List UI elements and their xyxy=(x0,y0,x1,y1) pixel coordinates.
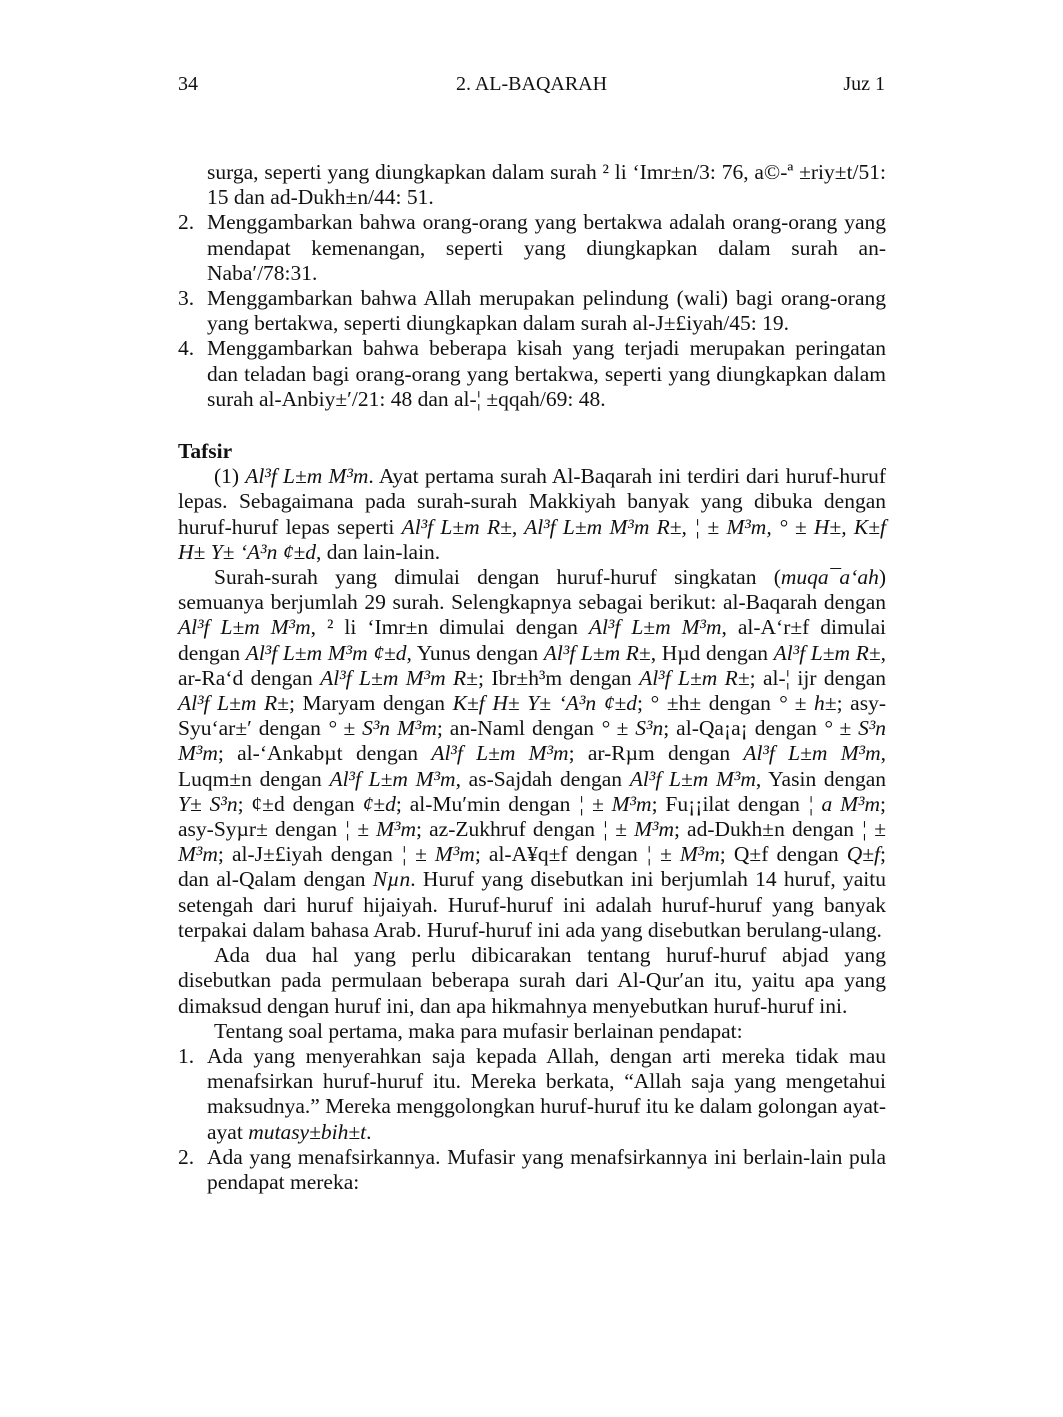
text-run: , dan lain-lain. xyxy=(316,539,441,564)
transliteration: ¦ ± M³m xyxy=(400,842,475,867)
chapter-title: 2. AL-BAQARAH xyxy=(455,73,608,95)
transliteration: Al³f L±m M³m xyxy=(178,615,311,640)
list-item xyxy=(178,336,886,412)
transliteration: Al³f L±m M³m xyxy=(588,615,722,640)
tafsir-paragraph-3: Ada dua hal yang perlu dibicarakan tentang huruf-huruf abjad yang disebutkan pada permulaan beberapa surah dari Al-Qur′an itu, yaitu apa yang dimaksud dengan huruf ini, dan apa hikmahnya menyebutkan huruf-huruf ini. xyxy=(178,943,886,1018)
text-run: , ² li ‘Imr±n dimulai dengan xyxy=(310,615,589,640)
text-run: , Yasin dengan xyxy=(755,766,886,791)
transliteration: Al³f L±m R±, Al³f L±m M³m R±, ¦ ± M³m, ° ± H±, K±f H± Y± ‘A³n ¢±d xyxy=(178,514,886,564)
text-run: ; al-J±£iyah dengan xyxy=(217,842,401,867)
text-run: (1) xyxy=(214,464,246,489)
list-continuation: surga, seperti yang diungkapkan dalam surah ² li ‘Imr±n/3: 76, a©-ª ±riy±t/51: 15 dan ad-Dukh±n/44: 51. xyxy=(207,160,886,210)
text-run: Surah-surah yang dimulai dengan huruf-huruf singkatan ( xyxy=(214,565,781,590)
text-run: ; al-‘Ankabµt dengan xyxy=(217,741,432,766)
transliteration: ° ± S³n M³m xyxy=(327,716,437,741)
text-run: ; Ibr±h³m dengan xyxy=(477,665,640,690)
text-run: ; ar-Rµm dengan xyxy=(568,741,744,766)
transliteration: Al³f L±m R± xyxy=(639,665,750,690)
transliteration: ° ± S³n xyxy=(601,716,664,741)
juz-label: Juz 1 xyxy=(843,73,885,95)
page-body xyxy=(178,160,886,1195)
list-item xyxy=(178,1044,886,1145)
transliteration: ¦ ± M³m xyxy=(178,817,886,867)
transliteration: Al³f L±m R± xyxy=(178,691,289,716)
transliteration: Q±f xyxy=(846,842,881,867)
transliteration: Al³f L±m M³m xyxy=(743,741,881,766)
transliteration: Al³f L±m M³m xyxy=(245,464,369,489)
transliteration: ¦ ± M³m xyxy=(578,791,652,816)
text-run: ; al-A¥q±f dengan xyxy=(474,842,646,867)
text-run: ; az-Zukhruf dengan xyxy=(416,817,603,842)
text-run: ; Maryam dengan xyxy=(288,691,453,716)
transliteration: ° ± h± xyxy=(778,691,837,716)
text-run: ; asy-Syµr± dengan xyxy=(178,791,887,842)
text-run: ; ad-Dukh±n dengan xyxy=(673,817,862,842)
text-run: , Hµd dengan xyxy=(650,640,774,665)
transliteration: Al³f L±m R± xyxy=(773,640,881,665)
text-run: , Luqm±n dengan xyxy=(178,741,886,791)
text-run: ; al-Qa¡a¡ dengan xyxy=(663,716,824,741)
list-item-number: 1. xyxy=(178,1043,195,1068)
transliteration: Al³f L±m M³m ¢±d xyxy=(245,640,407,665)
text-run: , ar-Ra‘d dengan xyxy=(178,640,886,690)
list-item-number: 2. xyxy=(178,1144,195,1169)
transliteration: Al³f L±m M³m xyxy=(431,741,569,766)
transliteration: ¦ a M³m xyxy=(807,791,881,816)
text-run: ) semuanya berjumlah 29 surah. Selengkapnya sebagai berikut: al-Baqarah dengan xyxy=(178,565,886,615)
text-run: . xyxy=(366,1119,372,1144)
transliteration: ¦ ± M³m xyxy=(645,842,720,867)
transliteration: Al³f L±m M³m R± xyxy=(320,665,478,690)
text-run: , al-A‘r±f dimulai dengan xyxy=(178,615,886,665)
text-run: ; an-Naml dengan xyxy=(436,716,602,741)
transliteration: muqa¯a‘ah xyxy=(780,565,879,590)
list-item-text: Ada yang menafsirkannya. Mufasir yang menafsirkannya ini berlain-lain pula pendapat mereka: xyxy=(207,1144,886,1194)
text-run: ; Q±f dengan xyxy=(719,842,847,867)
list-item-text: Menggambarkan bahwa Allah merupakan pelindung (wali) bagi orang-orang yang bertakwa, seperti diungkapkan dalam surah al-J±£iyah/45: 19. xyxy=(207,286,886,336)
text-run: , as-Sajdah dengan xyxy=(455,766,630,791)
list-item xyxy=(178,286,886,336)
text-run: ; ¢±d dengan xyxy=(237,791,363,816)
text-run: ; dan al-Qalam dengan xyxy=(178,842,887,892)
intro-list xyxy=(178,160,886,412)
list-item xyxy=(178,210,886,286)
transliteration: Al³f L±m M³m xyxy=(629,766,756,791)
text-run: ; al-Mu′min dengan xyxy=(395,791,579,816)
list-item-number: 4. xyxy=(178,336,195,361)
list-item-number: 3. xyxy=(178,286,195,311)
transliteration: K±f H± Y± ‘A³n ¢±d xyxy=(452,691,638,716)
transliteration: ¦ ± M³m xyxy=(602,817,674,842)
text-run: ; asy-Syu‘ar±′ dengan xyxy=(178,691,887,741)
list-item-text: Menggambarkan bahwa beberapa kisah yang terjadi merupakan peringatan dan teladan bagi orang-orang yang bertakwa, seperti yang diungkapkan dalam surah al-Anbiy±′/21: 48 dan al-¦ ±qqah/69: 48. xyxy=(207,336,886,411)
transliteration: ¢±d xyxy=(362,791,396,816)
transliteration: ¦ ± M³m xyxy=(344,817,417,842)
opinion-list xyxy=(178,1044,886,1195)
transliteration: Y± S³n xyxy=(178,791,238,816)
transliteration: ° ± S³n M³m xyxy=(178,716,887,766)
list-item xyxy=(178,1145,886,1195)
transliteration: Nµn xyxy=(372,867,411,892)
text-run: ; ° ±h± dengan xyxy=(637,691,779,716)
section-heading: Tafsir xyxy=(178,439,233,464)
transliteration: Al³f L±m M³m xyxy=(329,766,456,791)
transliteration: mutasy±bih±t xyxy=(248,1119,367,1144)
list-item-number: 2. xyxy=(178,210,195,235)
page-number: 34 xyxy=(178,73,198,95)
tafsir-paragraph-2 xyxy=(178,565,886,943)
text-run: ; Fu¡¡ilat dengan xyxy=(651,791,808,816)
tafsir-paragraph-1 xyxy=(178,464,886,565)
text-run: . Ayat pertama surah Al-Baqarah ini terdiri dari huruf-huruf lepas. Sebagaimana pada surah-surah Makkiyah banyak yang dibuka dengan huruf-huruf lepas seperti xyxy=(178,464,886,539)
tafsir-paragraph-4: Tentang soal pertama, maka para mufasir berlainan pendapat: xyxy=(214,1018,743,1043)
text-run: . Huruf yang disebutkan ini berjumlah 14 huruf, yaitu setengah dari huruf hijaiyah. Huruf-huruf ini adalah huruf-huruf yang banyak terpakai dalam bahasa Arab. Huruf-huruf ini ada yang disebutkan berulang-ulang. xyxy=(178,867,886,942)
text-run: ; al-¦ ijr dengan xyxy=(749,665,886,690)
text-run: , Yunus dengan xyxy=(406,640,544,665)
transliteration: Al³f L±m R± xyxy=(543,640,651,665)
list-item-text: Ada yang menyerahkan saja kepada Allah, dengan arti mereka tidak mau menafsirkan huruf-huruf itu. Mereka berkata, “Allah saja yang mengetahui maksudnya.” Mereka menggolongkan huruf-huruf itu ke dalam golongan ayat-ayat xyxy=(207,1043,886,1144)
list-item-text: Menggambarkan bahwa orang-orang yang bertakwa adalah orang-orang yang mendapat kemenangan, seperti yang diungkapkan dalam surah an-Naba′/78:31. xyxy=(207,210,886,285)
